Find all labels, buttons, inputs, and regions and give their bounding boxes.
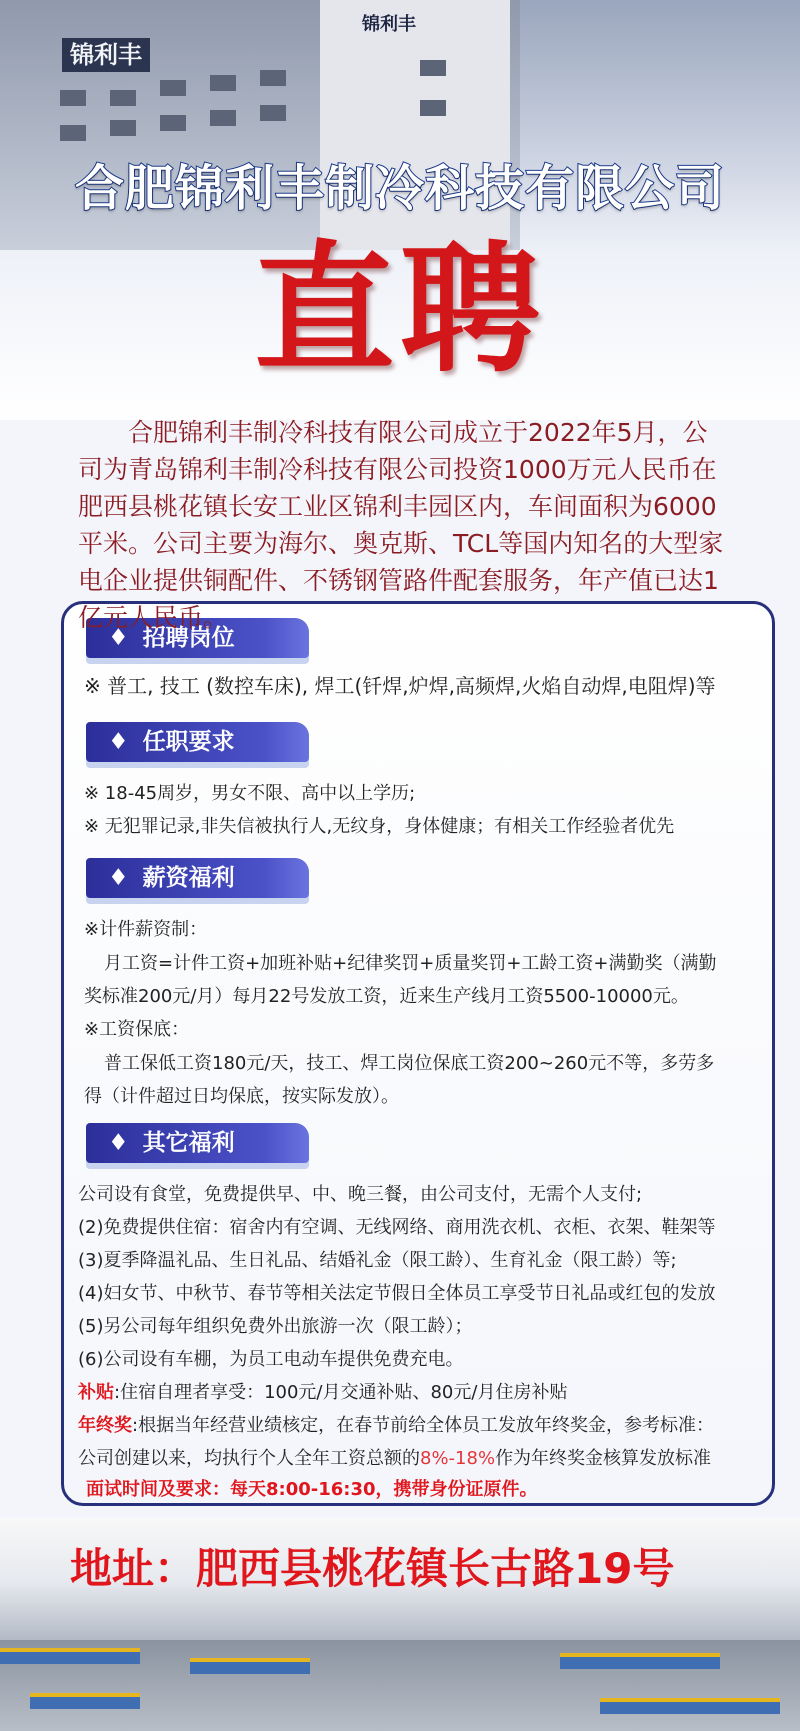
benefit-line: 公司设有食堂，免费提供早、中、晚三餐，由公司支付，无需个人支付;	[78, 1184, 643, 1205]
benefit-line: (2)免费提供住宿：宿舍内有空调、无线网络、商用洗衣机、衣柜、衣架、鞋架等	[78, 1217, 716, 1238]
section-header-salary	[86, 858, 309, 898]
section-title: 薪资福利	[142, 865, 235, 891]
window	[260, 70, 286, 86]
machine	[30, 1693, 140, 1709]
company-name: 合肥锦利丰制冷科技有限公司	[74, 160, 725, 217]
subsidy-label: 补贴	[78, 1382, 114, 1403]
diamond-icon: ♦	[108, 729, 129, 755]
bonus-line	[78, 1414, 714, 1438]
window	[420, 100, 446, 116]
headline: 直聘	[253, 229, 546, 392]
window	[110, 90, 136, 106]
window	[260, 105, 286, 121]
address: 地址：肥西县桃花镇长古路19号	[70, 1544, 675, 1593]
window	[60, 90, 86, 106]
company-intro: 合肥锦利丰制冷科技有限公司成立于2022年5月，公司为青岛锦利丰制冷科技有限公司投资1000万元人民币在肥西县桃花镇长安工业区锦利丰园区内，车间面积为6000平米。公司主要为海尔、奥克斯、TCL等国内知名的大型家电企业提供铜配件、不锈钢管路件配套服务，年产值已达1亿元人民币。	[78, 418, 724, 632]
bonus-text-a: 公司创建以来，均执行个人全年工资总额的	[78, 1448, 420, 1469]
building-sign-side: 锦利丰	[362, 14, 416, 35]
salary-line: 奖标准200元/月）每月22号发放工资，近来生产线月工资5500-10000元。	[84, 986, 689, 1007]
salary-line: ※计件薪资制：	[84, 919, 208, 940]
benefit-line: (5)另公司每年组织免费外出旅游一次（限工龄）；	[78, 1316, 473, 1337]
positions-line: ※ 普工, 技工 (数控车床), 焊工(钎焊,炉焊,高频焊,火焰自动焊,电阻焊)等	[84, 674, 716, 698]
window	[60, 125, 86, 141]
diamond-icon: ♦	[108, 625, 129, 651]
subsidy-text: :住宿自理者享受：100元/月交通补贴、80元/月住房补贴	[114, 1382, 568, 1403]
diamond-icon: ♦	[108, 865, 129, 891]
requirement-line: ※ 18-45周岁，男女不限、高中以上学历;	[84, 783, 416, 804]
salary-line: 月工资=计件工资+加班补贴+纪律奖罚+质量奖罚+工龄工资+满勤奖（满勤	[104, 953, 717, 974]
benefit-line: (4)妇女节、中秋节、春节等相关法定节假日全体员工享受节日礼品或红包的发放	[78, 1283, 716, 1304]
requirement-line: ※ 无犯罪记录,非失信被执行人,无纹身，身体健康；有相关工作经验者优先	[84, 816, 675, 837]
bonus-text-b: 作为年终奖金核算发放标准	[495, 1448, 712, 1469]
window	[160, 80, 186, 96]
window	[210, 110, 236, 126]
section-header-requirements	[86, 722, 309, 762]
benefit-line: (3)夏季降温礼品、生日礼品、结婚礼金（限工龄）、生育礼金（限工龄）等;	[78, 1250, 677, 1271]
section-title: 任职要求	[142, 729, 235, 755]
window	[210, 75, 236, 91]
bonus-label: 年终奖	[78, 1415, 132, 1436]
window	[160, 115, 186, 131]
window	[110, 120, 136, 136]
interview-info: 面试时间及要求：每天8:00-16:30，携带身份证原件。	[86, 1479, 538, 1500]
benefit-line: (6)公司设有车棚，为员工电动车提供免费充电。	[78, 1349, 464, 1370]
building-sign: 锦利丰	[62, 38, 150, 72]
window	[420, 60, 446, 76]
section-title: 其它福利	[142, 1130, 235, 1156]
subsidy-line	[78, 1381, 567, 1405]
machine	[560, 1653, 720, 1669]
bonus-percentage: 8%-18%	[420, 1448, 496, 1469]
salary-line: 得（计件超过日均保底，按实际发放）。	[84, 1086, 399, 1107]
machine	[600, 1698, 780, 1714]
bonus-line-2	[78, 1447, 711, 1471]
bonus-text: :根据当年经营业绩核定，在春节前给全体员工发放年终奖金，参考标准：	[132, 1415, 715, 1436]
diamond-icon: ♦	[108, 1130, 129, 1156]
machine	[0, 1648, 140, 1664]
machine	[190, 1658, 310, 1674]
section-header-benefits	[86, 1123, 309, 1163]
salary-line: ※工资保底：	[84, 1019, 190, 1040]
section-title: 招聘岗位	[142, 625, 235, 651]
salary-line: 普工保低工资180元/天，技工、焊工岗位保底工资200~260元不等，多劳多	[104, 1053, 715, 1074]
